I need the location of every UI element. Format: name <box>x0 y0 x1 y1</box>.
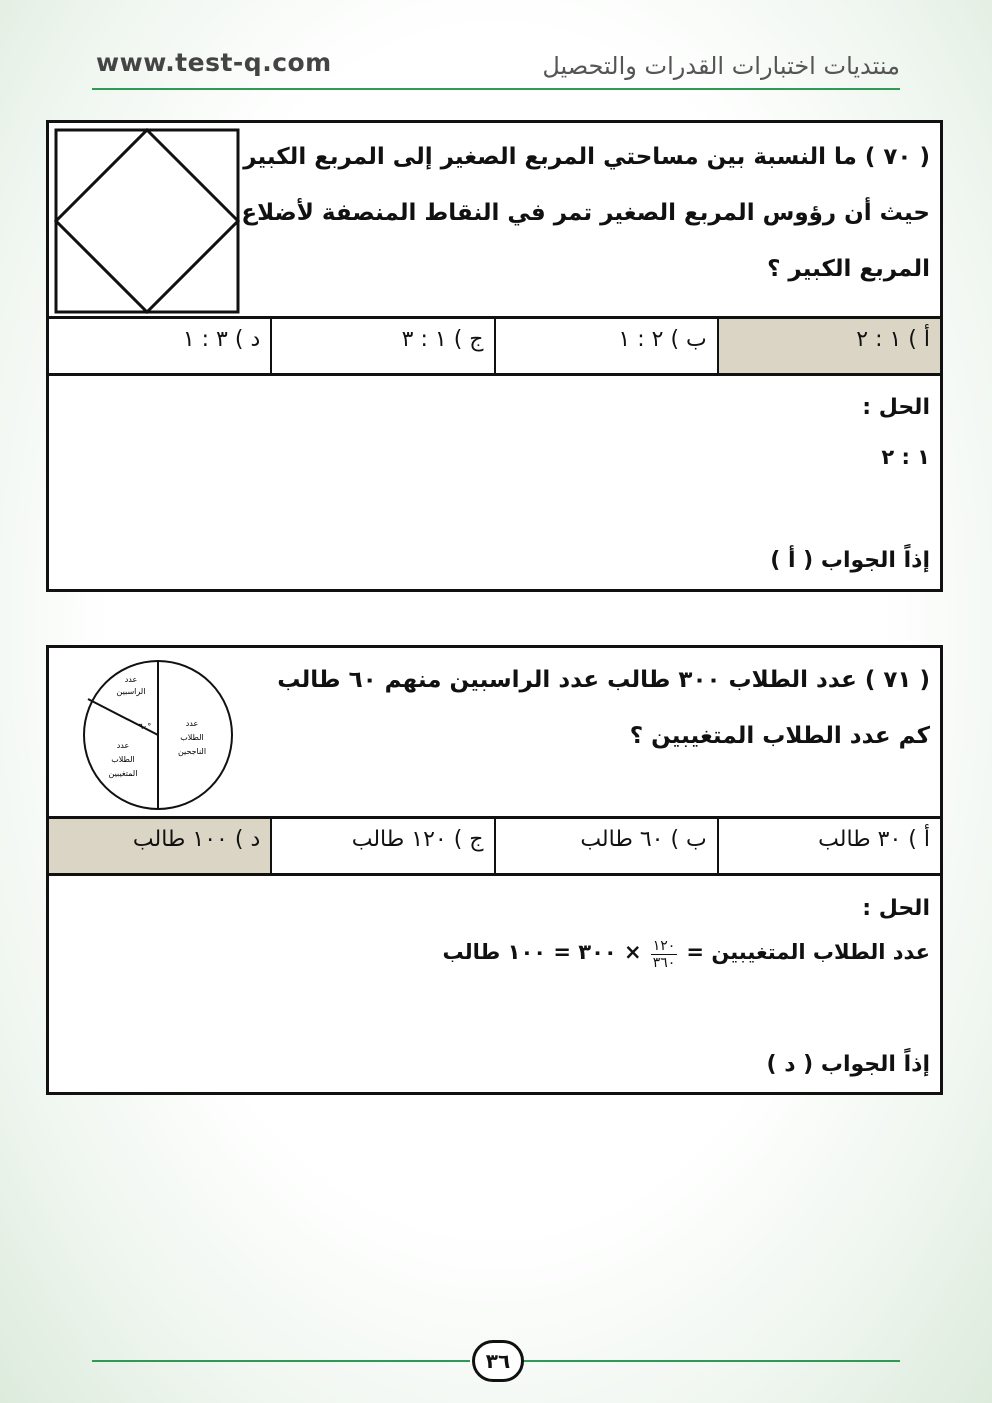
question-70-line-2: حيث أن رؤوس المربع الصغير تمر في النقاط المنصفة لأضلاع <box>241 200 930 226</box>
question-71-options <box>49 816 940 876</box>
q71-fraction <box>651 938 678 971</box>
header-title: منتديات اختبارات القدرات والتحصيل <box>542 52 900 80</box>
q70-option-c[interactable]: ج ) ١ : ٣ <box>270 319 493 373</box>
question-71-box <box>46 645 943 1095</box>
q71-answer: إذاً الجواب ( د ) <box>766 1052 930 1077</box>
question-70-text <box>241 129 930 297</box>
pie-label-angle: ٦٠° <box>138 722 152 731</box>
large-square <box>56 130 238 312</box>
pie-label-left-2: الطلاب <box>111 755 135 764</box>
q70-solution-label: الحل : <box>862 395 930 420</box>
header-url: www.test-q.com <box>96 48 332 77</box>
square-figure <box>54 128 240 314</box>
question-70-box <box>46 120 943 592</box>
footer-divider-left <box>92 1360 470 1362</box>
pie-label-right-2: الطلاب <box>180 733 204 742</box>
q70-option-a[interactable]: أ ) ١ : ٢ <box>717 319 940 373</box>
header-divider <box>92 88 900 90</box>
q71-fraction-numerator: ١٢٠ <box>652 938 676 954</box>
pie-label-right-3: الناجحين <box>177 747 207 756</box>
question-70-options <box>49 316 940 376</box>
q70-solution-line: ١ : ٢ <box>881 445 930 469</box>
q71-option-b[interactable]: ب ) ٦٠ طالب <box>494 819 717 873</box>
question-71-text <box>277 652 930 764</box>
q70-option-b[interactable]: ب ) ٢ : ١ <box>494 319 717 373</box>
question-71-line-2: كم عدد الطلاب المتغيبين ؟ <box>629 723 930 749</box>
page-number: ٣٦ <box>472 1340 524 1382</box>
question-70-line-1: ( ٧٠ ) ما النسبة بين مساحتي المربع الصغير إلى المربع الكبير <box>243 144 930 170</box>
q70-option-d[interactable]: د ) ٣ : ١ <box>182 327 261 352</box>
question-70-line-3: المربع الكبير ؟ <box>767 256 930 282</box>
q71-solution-line <box>59 938 930 971</box>
pie-label-top-1: عدد <box>124 675 138 684</box>
pie-label-left-1: عدد <box>116 741 130 750</box>
q71-solution-prefix: عدد الطلاب المتغيبين = <box>686 940 930 964</box>
q71-option-c[interactable]: ج ) ١٢٠ طالب <box>270 819 493 873</box>
pie-label-top-2: الراسبين <box>116 687 146 696</box>
pie-chart-figure <box>79 654 237 812</box>
question-71-line-1: ( ٧١ ) عدد الطلاب ٣٠٠ طالب عدد الراسبين منهم ٦٠ طالب <box>277 667 930 693</box>
q71-solution-label: الحل : <box>862 896 930 921</box>
q71-option-a[interactable]: أ ) ٣٠ طالب <box>717 819 940 873</box>
q71-solution-suffix: × ٣٠٠ = ١٠٠ طالب <box>442 940 642 964</box>
q71-option-d[interactable]: د ) ١٠٠ طالب <box>49 819 270 873</box>
pie-label-right-1: عدد <box>185 719 199 728</box>
q71-fraction-denominator: ٣٦٠ <box>652 955 676 971</box>
pie-label-left-3: المتغيبين <box>108 769 138 778</box>
footer-divider-right <box>520 1360 900 1362</box>
q70-answer: إذاً الجواب ( أ ) <box>770 548 930 573</box>
